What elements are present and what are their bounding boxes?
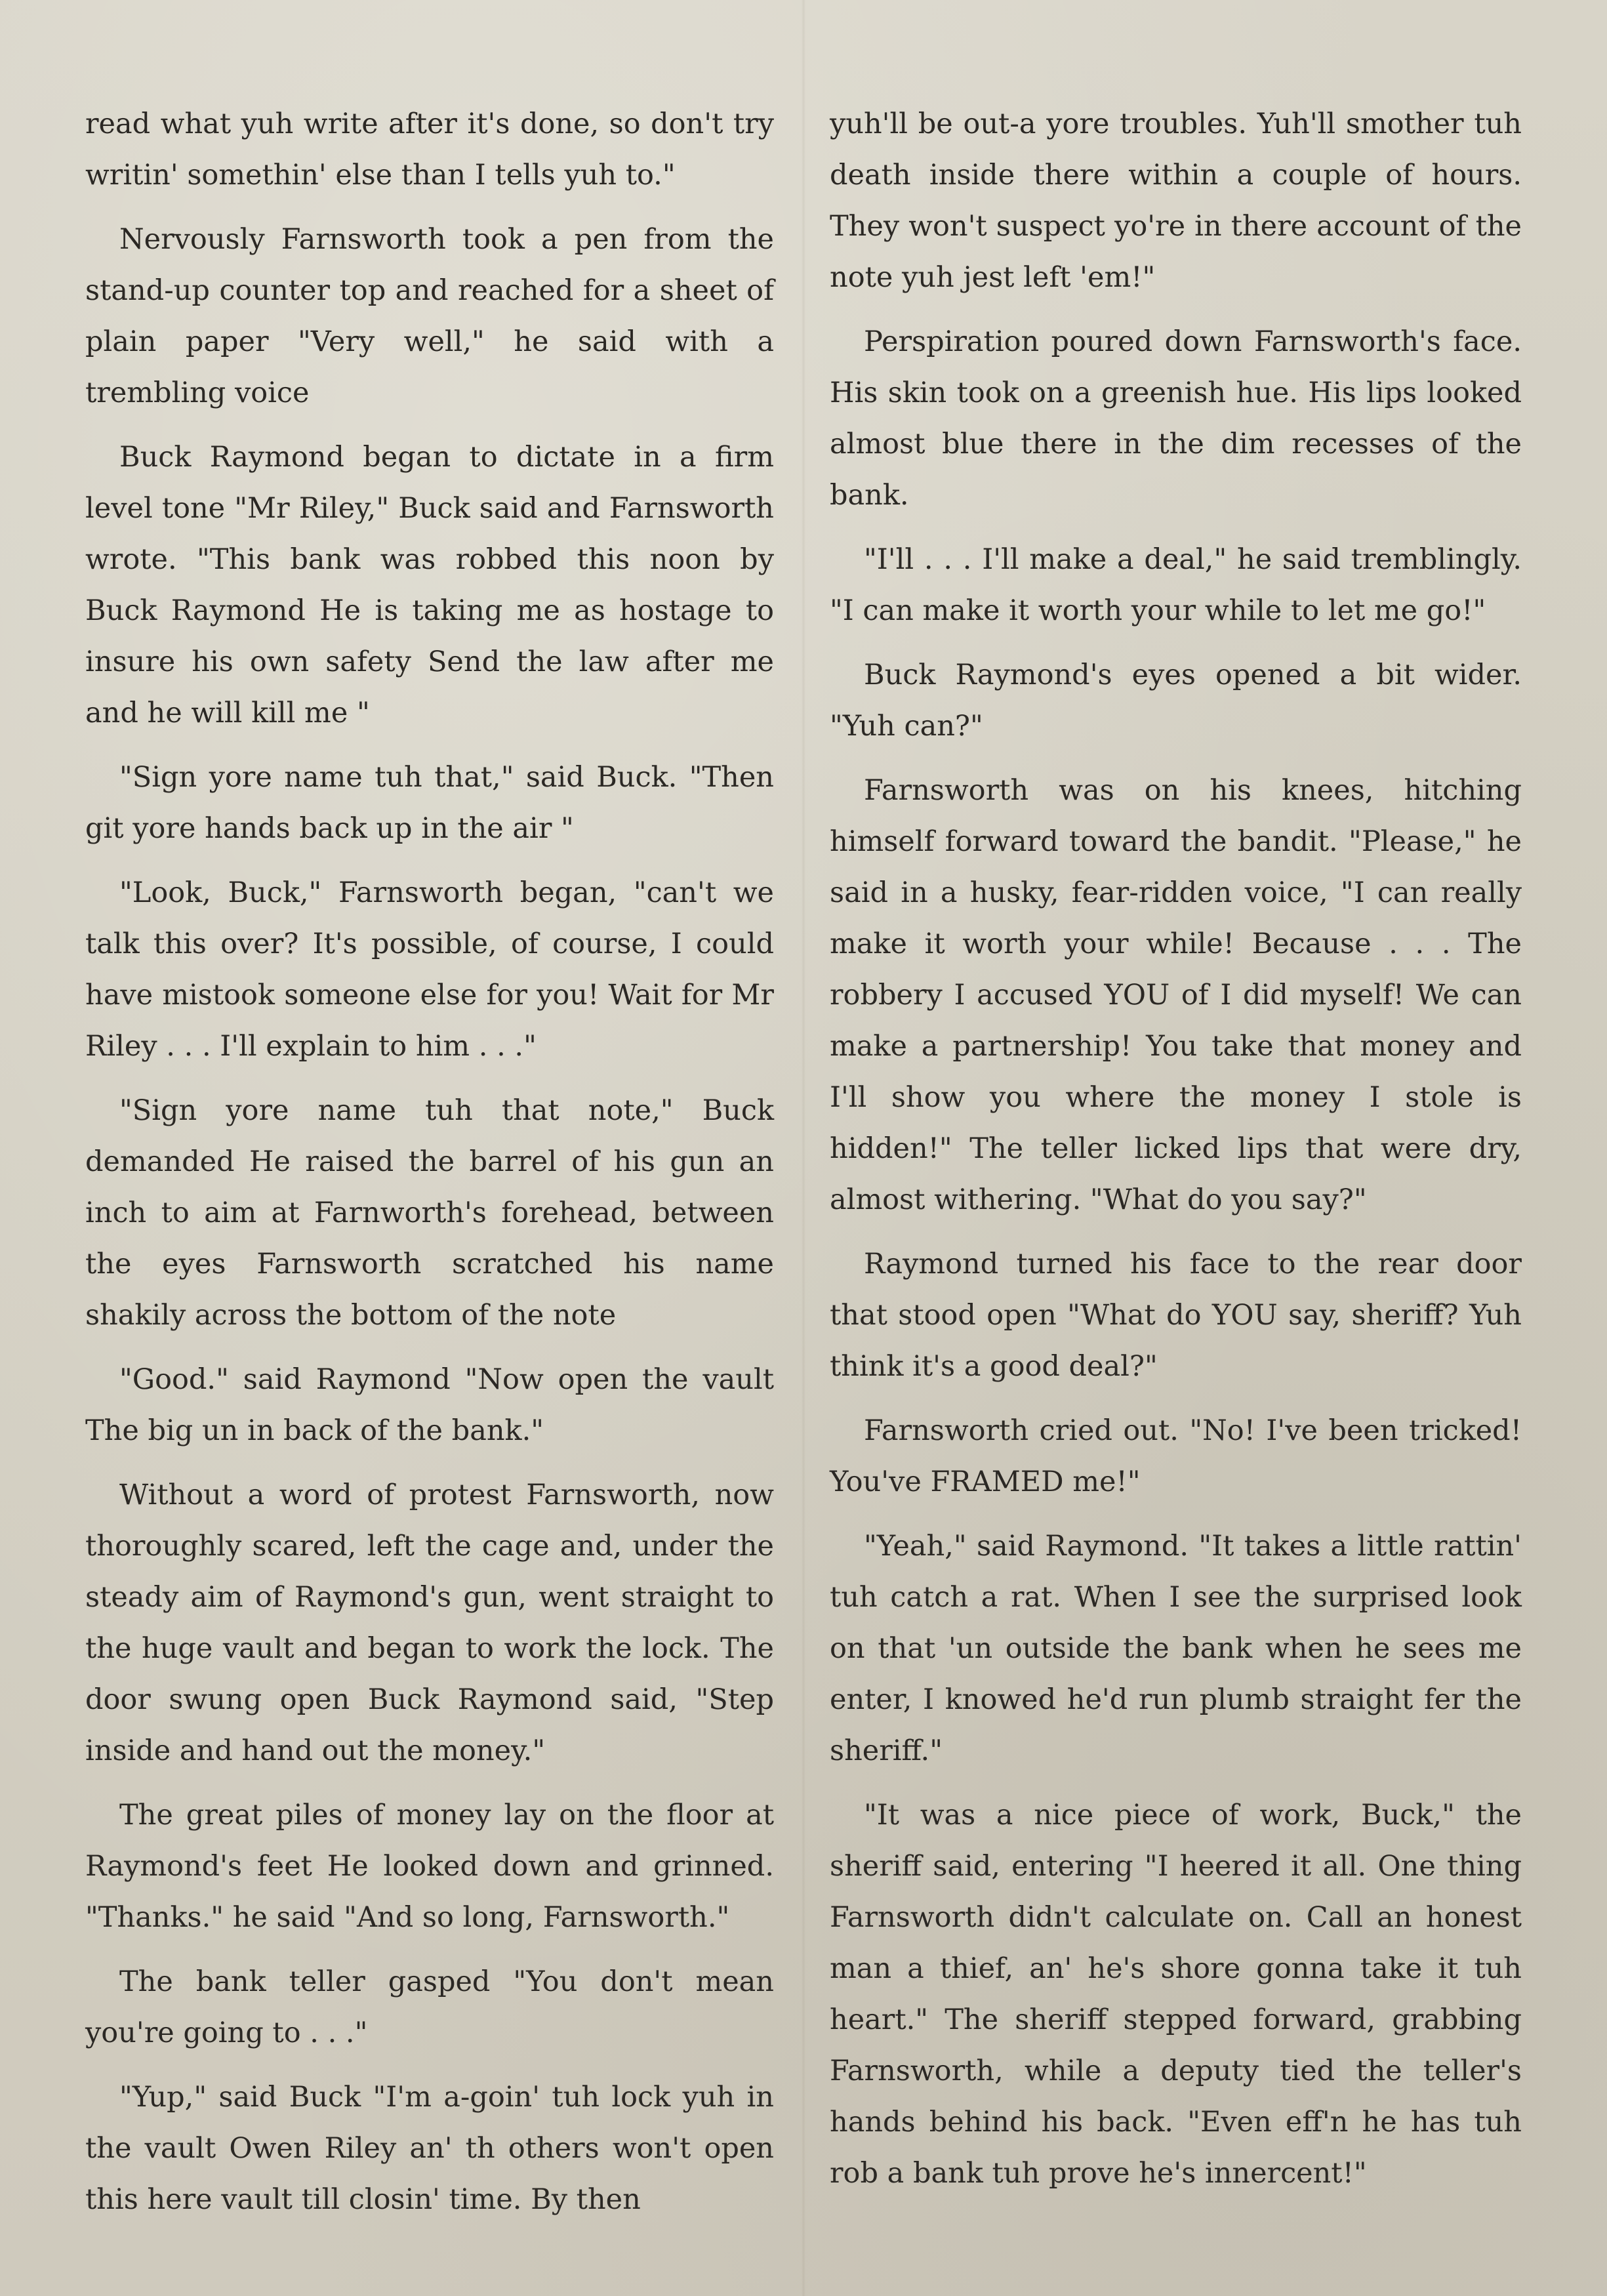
paragraph: Perspiration poured down Farnsworth's face. His skin took on a greenish hue. His lips looked almost blue there in the dim recesses of the bank. xyxy=(830,325,1522,512)
right-text-column xyxy=(830,98,1522,2212)
paragraph: The great piles of money lay on the floor at Raymond's feet He looked down and grinned. "Thanks." he said "And so long, Farnsworth." xyxy=(85,1799,774,1934)
paragraph: Nervously Farnsworth took a pen from the stand-up counter top and reached for a sheet of plain paper "Very well," he said with a trembling voice xyxy=(85,223,774,409)
paragraph: Buck Raymond's eyes opened a bit wider. "Yuh can?" xyxy=(830,659,1522,743)
paragraph: Farnsworth cried out. "No! I've been tricked! You've FRAMED me!" xyxy=(830,1414,1522,1498)
paragraph: "Look, Buck," Farnsworth began, "can't we talk this over? It's possible, of course, I could have mistook someone else for you! Wait for Mr Riley . . . I'll explain to him . . ." xyxy=(85,876,774,1063)
paragraph: "Yeah," said Raymond. "It takes a little rattin' tuh catch a rat. When I see the surprised look on that 'un outside the bank when he sees me enter, I knowed he'd run plumb straight fer the sheriff." xyxy=(830,1530,1522,1767)
page-fold-shadow xyxy=(802,0,805,2296)
paragraph: Raymond turned his face to the rear door that stood open "What do YOU say, sheriff? Yuh think it's a good deal?" xyxy=(830,1248,1522,1383)
paragraph: "Yup," said Buck "I'm a-goin' tuh lock yuh in the vault Owen Riley an' th others won't open this here vault till closin' time. By then xyxy=(85,2081,774,2216)
paragraph: "Sign yore name tuh that," said Buck. "Then git yore hands back up in the air " xyxy=(85,761,774,845)
paragraph: "I'll . . . I'll make a deal," he said tremblingly. "I can make it worth your while to let me go!" xyxy=(830,543,1522,627)
paragraph: Farnsworth was on his knees, hitching himself forward toward the bandit. "Please," he said in a husky, fear-ridden voice, "I can really make it worth your while! Because . . . The robbery I accused YOU of I did myself! We can make a partnership! You take that money and I'll show you where the money I stole is hidden!" The teller licked lips that were dry, almost withering. "What do you say?" xyxy=(830,774,1522,1216)
paragraph: "It was a nice piece of work, Buck," the sheriff said, entering "I heered it all. One thing Farnsworth didn't calculate on. Call an honest man a thief, an' he's shore gonna take it tuh heart." The sheriff stepped forward, grabbing Farnsworth, while a deputy tied the teller's hands behind his back. "Even eff'n he has tuh rob a bank tuh prove he's innercent!" xyxy=(830,1799,1522,2190)
paragraph: "Sign yore name tuh that note," Buck demanded He raised the barrel of his gun an inch to aim at Farnworth's forehead, between the eyes Farnsworth scratched his name shakily across the bottom of the note xyxy=(85,1094,774,1332)
paragraph: "Good." said Raymond "Now open the vault The big un in back of the bank." xyxy=(85,1363,774,1447)
paragraph: read what yuh write after it's done, so don't try writin' somethin' else than I tells yuh to." xyxy=(85,108,774,192)
paragraph: Without a word of protest Farnsworth, now thoroughly scared, left the cage and, under the steady aim of Raymond's gun, went straight to the huge vault and began to work the lock. The door swung open Buck Raymond said, "Step inside and hand out the money." xyxy=(85,1479,774,1767)
paragraph: yuh'll be out-a yore troubles. Yuh'll smother tuh death inside there within a couple of hours. They won't suspect yo're in there account of the note yuh jest left 'em!" xyxy=(830,108,1522,294)
paragraph: Buck Raymond began to dictate in a firm level tone "Mr Riley," Buck said and Farnsworth wrote. "This bank was robbed this noon by Buck Raymond He is taking me as hostage to insure his own safety Send the law after me and he will kill me " xyxy=(85,441,774,729)
left-text-column xyxy=(85,98,774,2238)
paragraph: The bank teller gasped "You don't mean you're going to . . ." xyxy=(85,1965,774,2049)
